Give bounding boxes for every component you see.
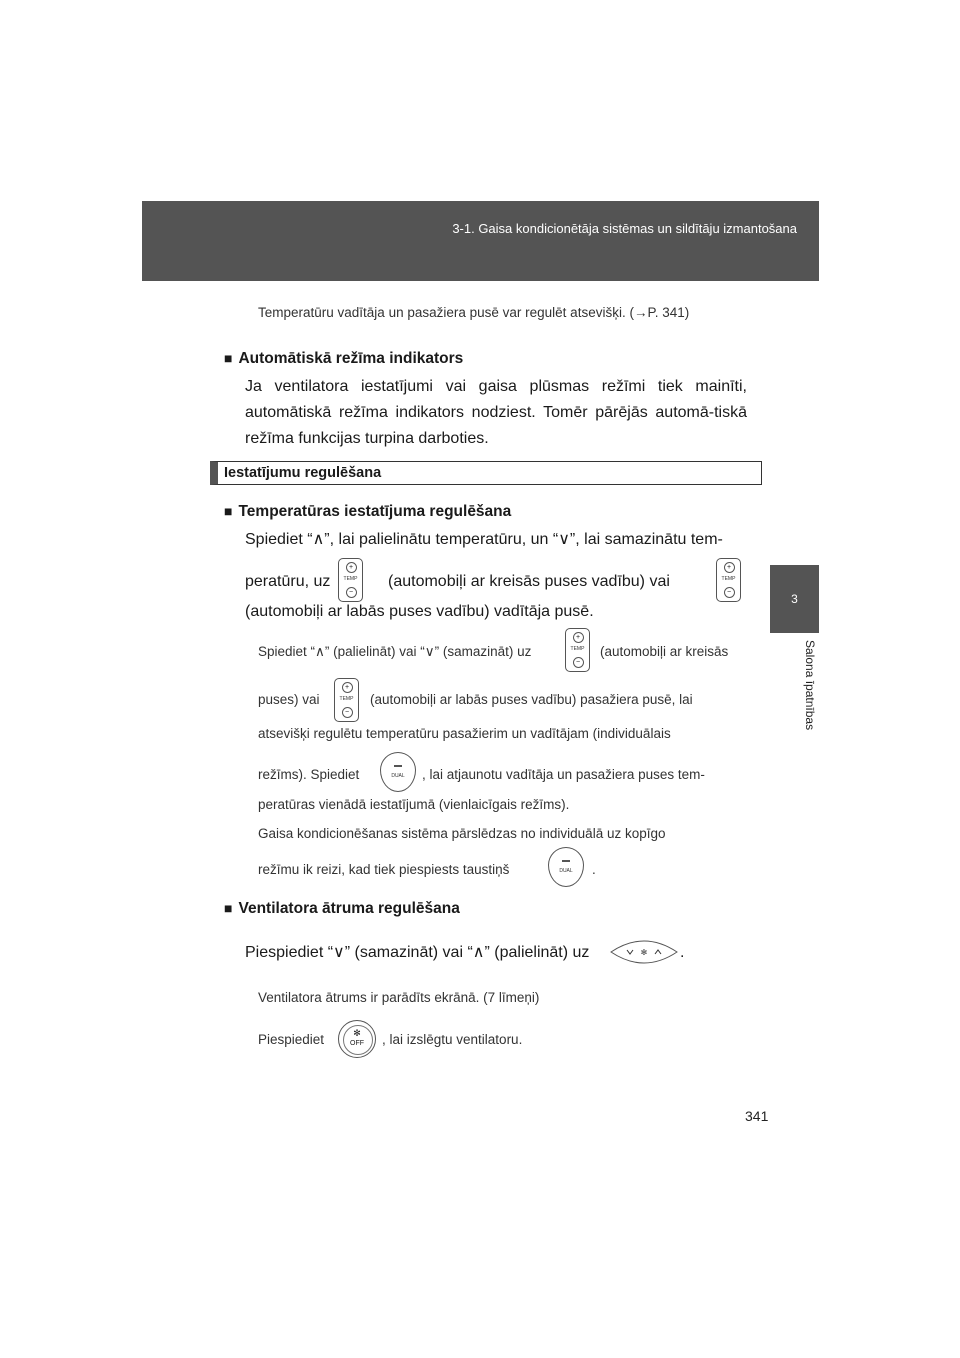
fan-note2a: Piespiediet (258, 1032, 325, 1047)
auto-mode-heading (224, 350, 463, 368)
fan-control-icon (609, 936, 679, 968)
page-number: 341 (745, 1108, 769, 1124)
temperature-note4a: režīms). Spiediet (258, 767, 360, 782)
fan-off-button-icon (338, 1020, 376, 1058)
temperature-line2a: peratūru, uz (245, 573, 331, 590)
fan-heading (224, 900, 460, 918)
temperature-heading-text: Temperatūras iestatījuma regulēšana (238, 503, 512, 520)
temperature-heading (224, 503, 511, 521)
fan-icon: ✻ (353, 1028, 361, 1038)
temperature-line1: Spiediet “∧”, lai palielinātu temperatūru, un “∨”, lai samazinātu tem- (245, 531, 723, 548)
temp-label: TEMP (339, 696, 354, 702)
temperature-note3: atsevišķi regulētu temperatūru pasažierim un vadītājam (individuālais (258, 726, 671, 741)
header-band (142, 201, 819, 281)
bullet-square: ■ (224, 350, 233, 366)
chapter-tab (770, 565, 819, 633)
temperature-note7b: . (592, 862, 596, 877)
plus-icon: + (342, 682, 353, 693)
chapter-number: 3 (791, 592, 798, 606)
svg-text:✻: ✻ (640, 948, 648, 957)
section-header-title: 3-1. Gaisa kondicionētāja sistēmas un sildītāju izmantošana (452, 221, 797, 236)
dual-label: DUAL (391, 773, 405, 779)
fan-note1: Ventilatora ātrums ir parādīts ekrānā. (7 līmeņi) (258, 990, 540, 1005)
chapter-title: Salona īpatnības (803, 640, 817, 731)
temp-label: TEMP (343, 576, 358, 582)
fan-line1b: . (680, 944, 685, 961)
intro-note: Temperatūru vadītāja un pasažiera pusē var regulēt atsevišķi. (→P. 341) (258, 305, 690, 320)
temp-button-icon (338, 558, 363, 602)
temp-label: TEMP (721, 576, 736, 582)
dual-button-icon (380, 752, 416, 792)
temp-button-icon (334, 678, 359, 722)
temperature-note4b: , lai atjaunotu vadītāja un pasažiera puses tem- (422, 767, 705, 782)
fan-note2b: , lai izslēgtu ventilatoru. (382, 1032, 523, 1047)
temperature-note5: peratūras vienādā iestatījumā (vienlaicīgais režīms). (258, 797, 570, 812)
bullet-square: ■ (224, 503, 233, 519)
section-title: Iestatījumu regulēšana (210, 461, 762, 485)
auto-mode-text: Ja ventilatora iestatījumi vai gaisa plūsmas režīmi tiek mainīti, automātiskā režīma indikators nodziest. Tomēr pārējās automā-tiskā režīma funkcijas turpina darboties. (245, 378, 747, 447)
plus-icon: + (346, 562, 357, 573)
temperature-line3: (automobiļi ar labās puses vadību) vadītāja pusē. (245, 603, 594, 620)
minus-icon: − (724, 587, 735, 598)
temp-button-icon (716, 558, 741, 602)
bullet-square: ■ (224, 900, 233, 916)
dual-bar (394, 765, 402, 767)
dual-bar (562, 860, 570, 862)
plus-icon: + (724, 562, 735, 573)
temp-button-icon (565, 628, 590, 672)
plus-icon: + (573, 632, 584, 643)
off-label: OFF (350, 1040, 364, 1047)
temperature-note6: Gaisa kondicionēšanas sistēma pārslēdzas no individuālā uz kopīgo (258, 826, 666, 841)
minus-icon: − (573, 657, 584, 668)
fan-heading-text: Ventilatora ātruma regulēšana (238, 900, 460, 917)
temp-label: TEMP (570, 646, 585, 652)
temperature-note2a: puses) vai (258, 692, 320, 707)
fan-line1a: Piespiediet “∨” (samazināt) vai “∧” (palielināt) uz (245, 944, 590, 961)
temperature-note2b: (automobiļi ar labās puses vadību) pasažiera pusē, lai (370, 692, 693, 707)
dual-label: DUAL (559, 868, 573, 874)
dual-button-icon (548, 847, 584, 887)
auto-mode-heading-text: Automātiskā režīma indikators (238, 350, 464, 367)
minus-icon: − (342, 707, 353, 718)
minus-icon: − (346, 587, 357, 598)
temperature-line2b: (automobiļi ar kreisās puses vadību) vai (388, 573, 670, 590)
temperature-note7a: režīmu ik reizi, kad tiek piespiests taustiņš (258, 862, 510, 877)
temperature-note1b: (automobiļi ar kreisās (600, 644, 729, 659)
temperature-note1a: Spiediet “∧” (palielināt) vai “∨” (samazināt) uz (258, 644, 532, 659)
